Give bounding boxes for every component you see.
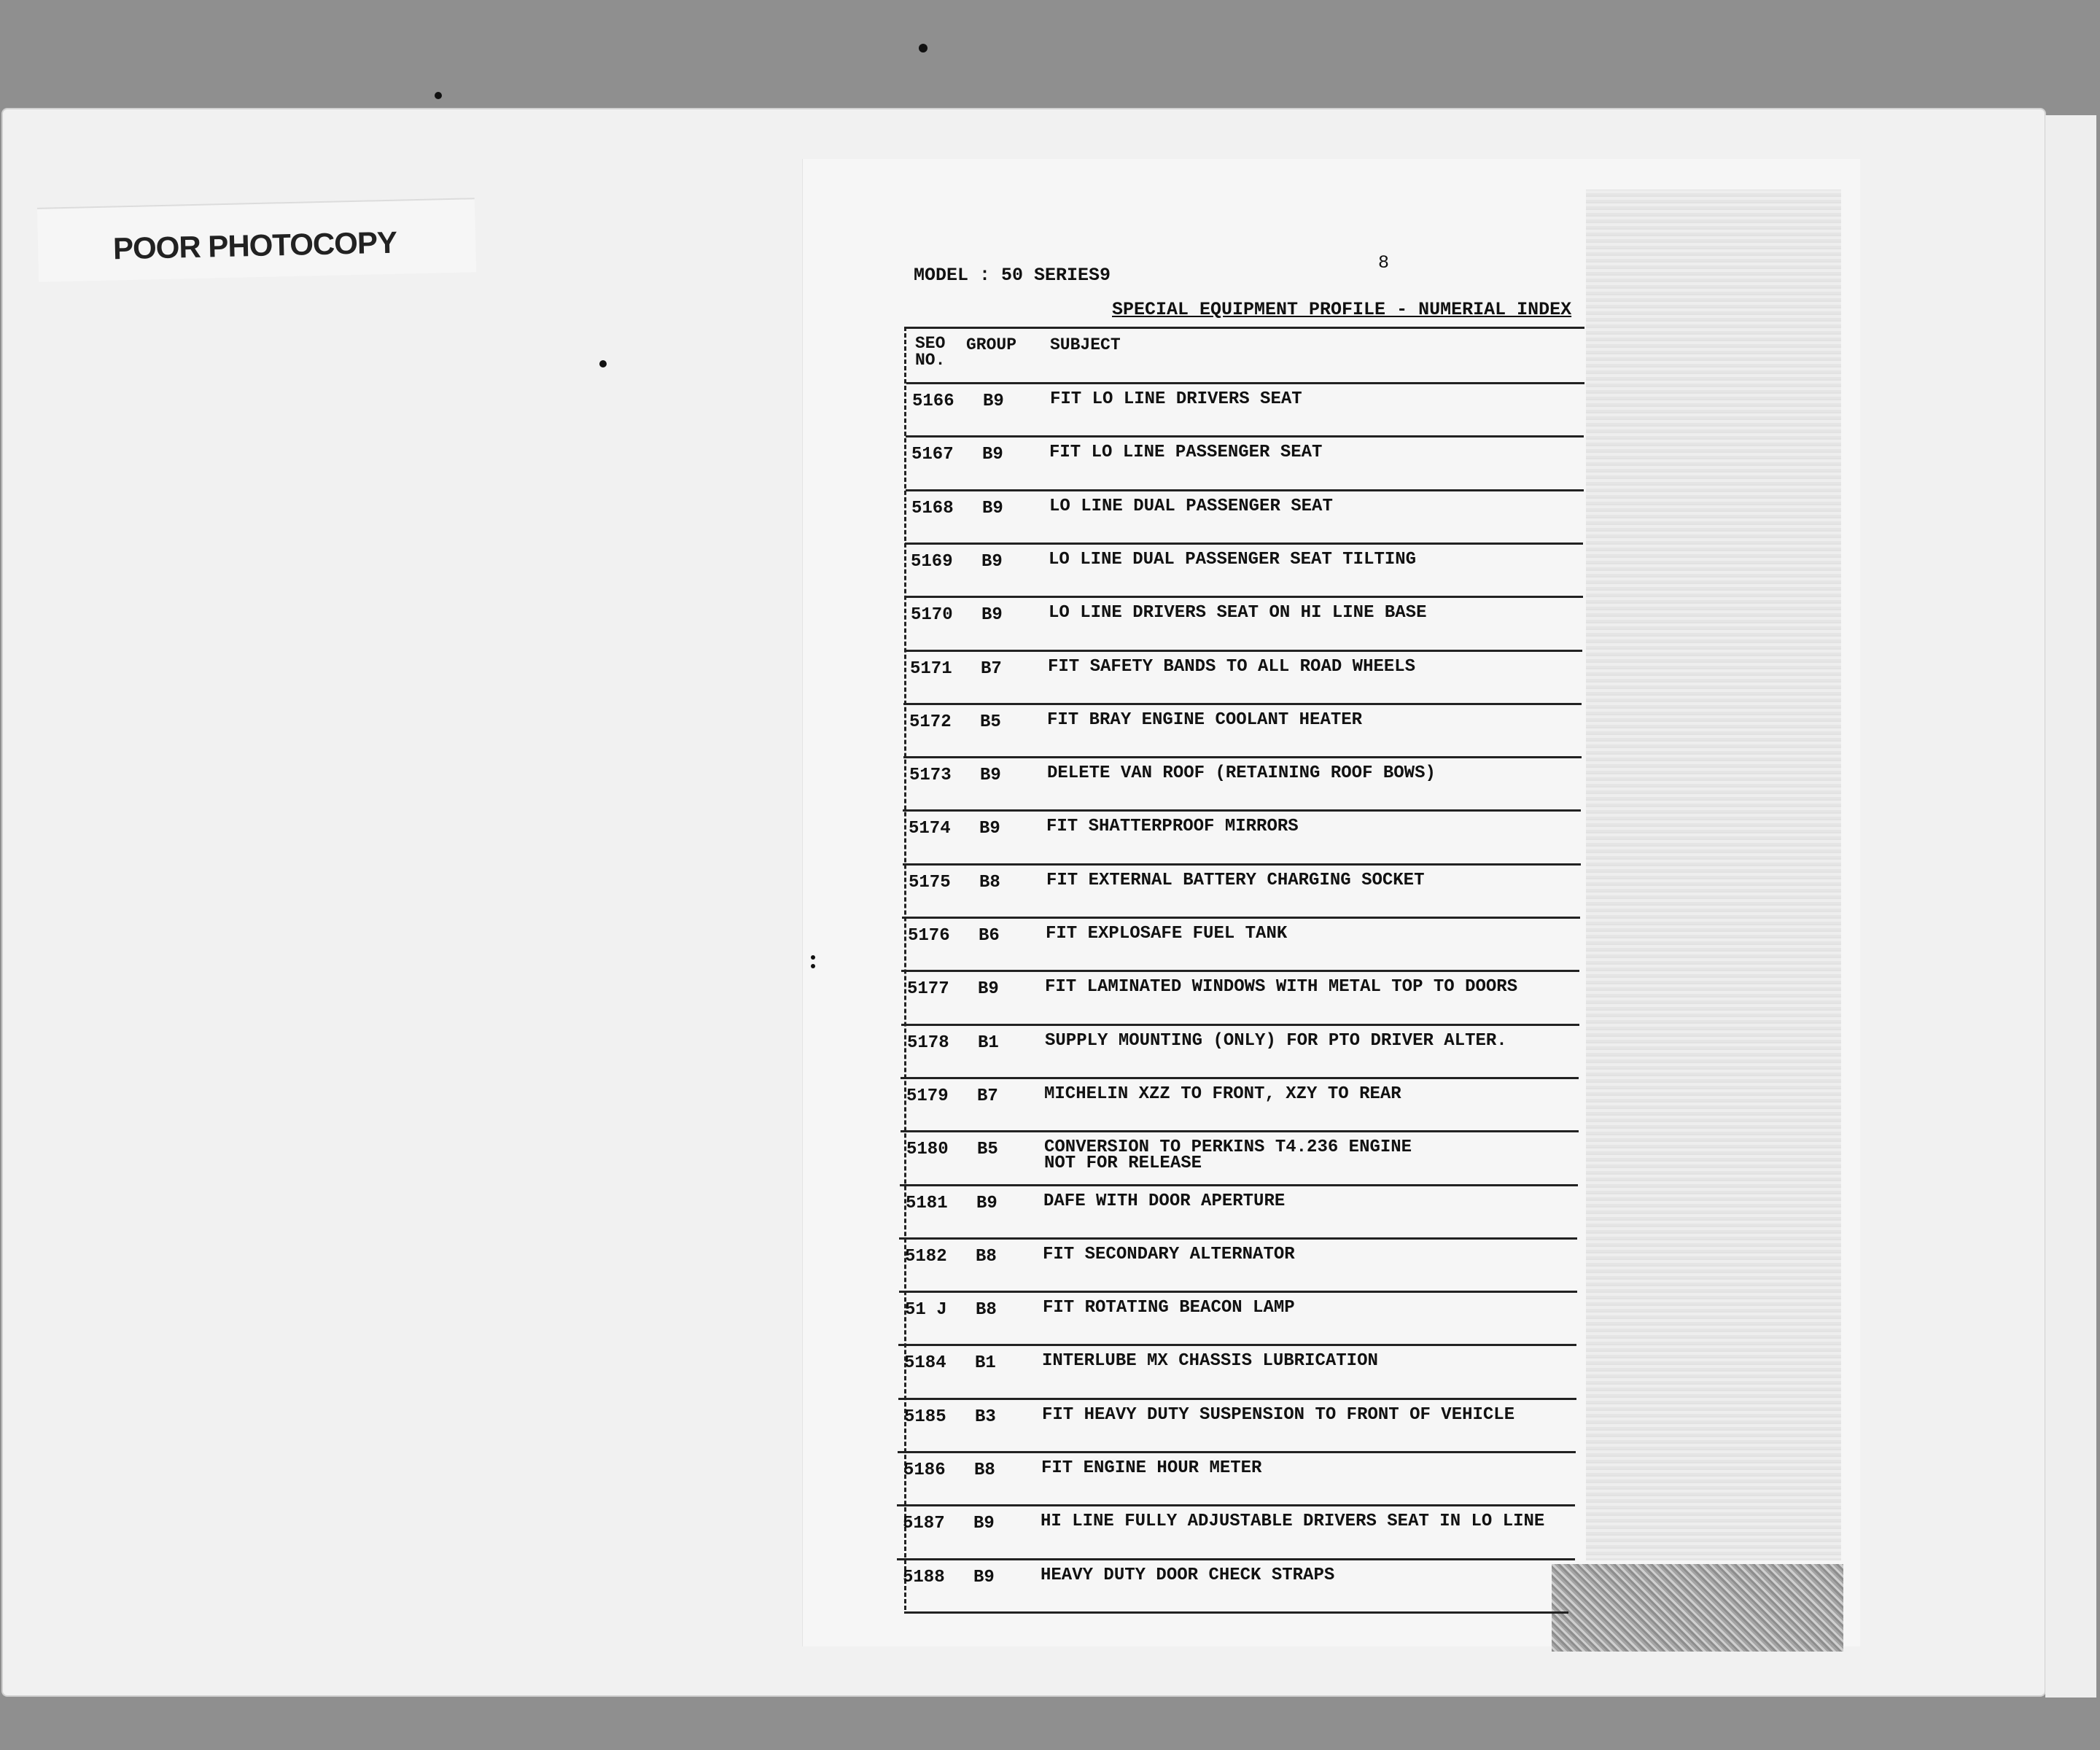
subject-cell: MICHELIN XZZ TO FRONT, XZY TO REAR [1044,1084,1401,1104]
header-group: GROUP [966,335,1017,354]
seo-cell: 5187 [903,1514,945,1534]
table-row [897,1558,1575,1611]
table-row [901,970,1579,1023]
table-row [903,863,1581,917]
seo-cell: 5175 [909,872,951,892]
seo-cell: 5179 [906,1086,949,1106]
table-row [901,1077,1579,1130]
group-cell: B3 [975,1407,996,1427]
subject-cell: DAFE WITH DOOR APERTURE [1043,1191,1286,1211]
subject-cell: INTERLUBE MX CHASSIS LUBRICATION [1042,1351,1378,1372]
header-seo-no: SEO NO. [915,334,946,370]
subject-cell: SUPPLY MOUNTING (ONLY) FOR PTO DRIVER ALTER. [1045,1030,1507,1051]
group-cell: B9 [980,766,1001,786]
table-row [906,435,1584,489]
group-cell: B9 [982,498,1003,518]
seo-cell: 5176 [908,926,950,946]
group-cell: B5 [977,1140,998,1160]
group-cell: B9 [973,1514,995,1534]
subject-cell: FIT SAFETY BANDS TO ALL ROAD WHEELS [1048,656,1416,677]
scan-speck [435,92,442,99]
table-row [904,650,1582,703]
group-cell: B1 [975,1353,996,1374]
seo-cell: 5171 [910,658,952,679]
table-bottom-rule [904,1611,1568,1614]
seo-cell: 5174 [909,819,951,839]
scan-speck [811,955,815,960]
group-cell: B5 [980,712,1001,732]
table-header [906,335,1584,379]
page-number: 8 [1378,252,1390,273]
scan-speck [599,360,607,368]
table-row [903,809,1581,863]
seo-cell: 5172 [909,712,952,732]
table-row [898,1398,1576,1451]
seo-cell: 5177 [907,979,949,1000]
seo-cell: 5167 [911,445,954,465]
subject-cell: LO LINE DUAL PASSENGER SEAT [1049,496,1333,516]
table-row [906,489,1584,542]
table-row [903,756,1582,809]
subject-cell: FIT LO LINE DRIVERS SEAT [1050,389,1302,409]
equipment-index-table [904,327,1584,1610]
subject-cell: CONVERSION TO PERKINS T4.236 ENGINE NOT FOR RELEASE [1044,1138,1412,1174]
subject-cell: FIT LAMINATED WINDOWS WITH METAL TOP TO DOORS [1045,977,1518,998]
group-cell: B9 [981,551,1003,572]
seo-cell: 5184 [904,1353,946,1374]
table-row [905,596,1583,649]
subject-cell: DELETE VAN ROOF (RETAINING ROOF BOWS) [1047,763,1436,784]
subject-cell: FIT ROTATING BEACON LAMP [1043,1298,1295,1318]
group-cell: B8 [974,1461,995,1480]
subject-cell: FIT SHATTERPROOF MIRRORS [1046,817,1299,837]
group-cell: B9 [981,605,1003,626]
seo-cell: 5173 [909,766,952,786]
seo-cell: 5168 [911,498,954,518]
table-row [902,917,1580,970]
subject-cell: FIT SECONDARY ALTERNATOR [1043,1244,1295,1264]
table-row [903,703,1582,756]
table-row [897,1504,1575,1558]
group-cell: B7 [977,1086,998,1106]
seo-cell: 5182 [905,1246,947,1267]
group-cell: B9 [978,979,999,1000]
seo-cell: 5180 [906,1140,949,1160]
subject-cell: FIT HEAVY DUTY SUSPENSION TO FRONT OF VEHICLE [1042,1404,1515,1425]
seo-cell: 51 J [905,1300,947,1321]
group-cell: B9 [973,1567,995,1587]
table-title: SPECIAL EQUIPMENT PROFILE - NUMERIAL INDEX [1112,299,1572,320]
seo-cell: 5186 [903,1461,946,1480]
seo-cell: 5178 [907,1032,949,1053]
table-row [899,1291,1577,1344]
scan-noise-corner [1552,1564,1843,1652]
table-row [898,1451,1576,1504]
group-cell: B6 [979,926,1000,946]
group-cell: B1 [978,1032,999,1053]
subject-cell: LO LINE DRIVERS SEAT ON HI LINE BASE [1049,603,1427,623]
group-cell: B9 [976,1193,998,1213]
table-top-rule [906,327,1584,329]
seo-cell: 5188 [903,1567,945,1587]
scan-speck [811,964,815,968]
group-cell: B8 [976,1246,997,1267]
table-row [906,382,1584,435]
subject-cell: HEAVY DUTY DOOR CHECK STRAPS [1041,1565,1335,1585]
sheet-edge [2045,115,2096,1698]
scan-speck [919,44,928,52]
seo-cell: 5170 [911,605,953,626]
group-cell: B7 [981,658,1002,679]
table-row [900,1184,1578,1237]
group-cell: B9 [983,392,1004,411]
group-cell: B8 [976,1300,997,1321]
header-subject: SUBJECT [1050,335,1121,354]
group-cell: B9 [979,819,1000,839]
group-cell: B8 [979,872,1000,892]
table-row [898,1344,1576,1397]
subject-cell: FIT LO LINE PASSENGER SEAT [1049,443,1323,463]
subject-cell: FIT BRAY ENGINE COOLANT HEATER [1047,709,1363,730]
subject-cell: LO LINE DUAL PASSENGER SEAT TILTING [1049,549,1417,569]
seo-cell: 5181 [906,1193,948,1213]
group-cell: B9 [982,445,1003,465]
subject-cell: FIT EXTERNAL BATTERY CHARGING SOCKET [1046,870,1425,890]
scan-noise-block [1586,190,1841,1560]
subject-cell: FIT EXPLOSAFE FUEL TANK [1046,924,1288,944]
table-row [899,1237,1577,1291]
seo-cell: 5169 [911,551,953,572]
seo-cell: 5185 [904,1407,946,1427]
subject-cell: HI LINE FULLY ADJUSTABLE DRIVERS SEAT IN LO LINE [1041,1512,1545,1532]
subject-cell: FIT ENGINE HOUR METER [1041,1458,1262,1478]
table-row [905,542,1583,596]
table-row [901,1024,1579,1077]
table-row [901,1130,1579,1183]
poor-photocopy-stamp: POOR PHOTOCOPY [112,225,397,266]
seo-cell: 5166 [912,392,954,411]
model-line: MODEL : 50 SERIES9 [914,265,1111,286]
